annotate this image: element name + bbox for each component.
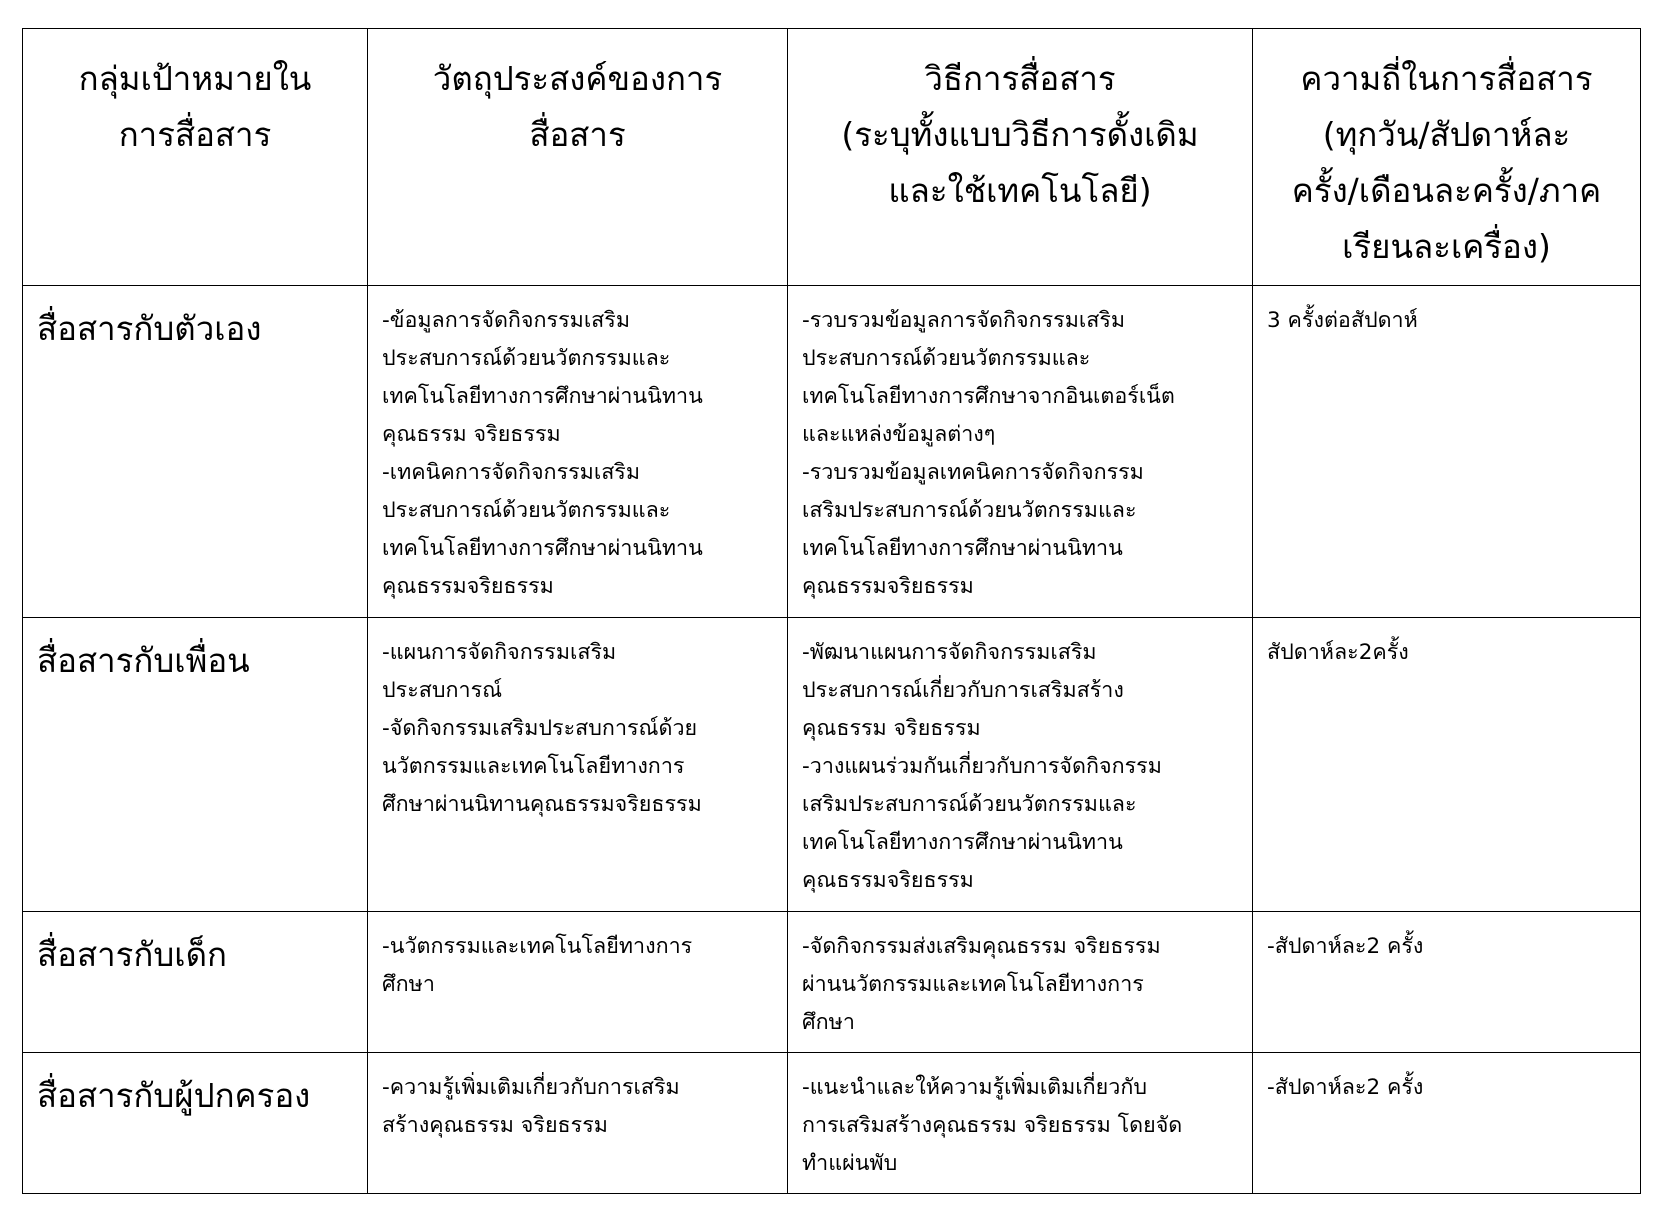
- frequency-cell: [1253, 1053, 1641, 1194]
- header-line: สื่อสาร: [529, 115, 626, 154]
- header-target-group: [23, 29, 368, 286]
- method-line: -รวบรวมข้อมูลการจัดกิจกรรมเสริม: [802, 308, 1126, 333]
- group-cell: สื่อสารกับผู้ปกครอง: [23, 1053, 368, 1194]
- objective-line: สร้างคุณธรรม จริยธรรม: [382, 1113, 608, 1138]
- objective-line: ประสบการณ์: [382, 678, 503, 703]
- objective-line: นวัตกรรมและเทคโนโลยีทางการ: [382, 754, 685, 779]
- method-line: ทำแผ่นพับ: [802, 1151, 898, 1176]
- method-line: ผ่านนวัตกรรมและเทคโนโลยีทางการ: [802, 972, 1144, 997]
- frequency-line: 3 ครั้งต่อสัปดาห์: [1267, 308, 1418, 333]
- frequency-cell: [1253, 912, 1641, 1053]
- method-line: เสริมประสบการณ์ด้วยนวัตกรรมและ: [802, 498, 1137, 523]
- method-line: เทคโนโลยีทางการศึกษาผ่านนิทาน: [802, 830, 1123, 855]
- method-cell: [788, 1053, 1253, 1194]
- objective-line: -นวัตกรรมและเทคโนโลยีทางการ: [382, 934, 693, 959]
- frequency-line: สัปดาห์ละ2ครั้ง: [1267, 640, 1409, 665]
- header-line: ครั้ง/เดือนละครั้ง/ภาค: [1291, 171, 1602, 210]
- frequency-line: -สัปดาห์ละ2 ครั้ง: [1267, 1075, 1424, 1100]
- objective-line: -ความรู้เพิ่มเติมเกี่ยวกับการเสริม: [382, 1075, 680, 1100]
- method-line: ประสบการณ์ด้วยนวัตกรรมและ: [802, 346, 1091, 371]
- objective-line: เทคโนโลยีทางการศึกษาผ่านนิทาน: [382, 384, 703, 409]
- group-cell: สื่อสารกับเพื่อน: [23, 618, 368, 912]
- method-line: คุณธรรมจริยธรรม: [802, 868, 974, 893]
- method-line: -จัดกิจกรรมส่งเสริมคุณธรรม จริยธรรม: [802, 934, 1161, 959]
- method-line: เทคโนโลยีทางการศึกษาจากอินเตอร์เน็ต: [802, 384, 1175, 409]
- communication-plan-table: [22, 28, 1641, 1194]
- header-line: การสื่อสาร: [118, 115, 272, 154]
- objective-line: -แผนการจัดกิจกรรมเสริม: [382, 640, 617, 665]
- method-line: -แนะนำและให้ความรู้เพิ่มเติมเกี่ยวกับ: [802, 1075, 1148, 1100]
- header-line: ความถี่ในการสื่อสาร: [1300, 59, 1593, 98]
- table-row-children: [23, 912, 1641, 1053]
- objective-line: -ข้อมูลการจัดกิจกรรมเสริม: [382, 308, 631, 333]
- header-line: และใช้เทคโนโลยี): [888, 171, 1152, 210]
- objective-line: ประสบการณ์ด้วยนวัตกรรมและ: [382, 498, 671, 523]
- header-line: กลุ่มเป้าหมายใน: [78, 59, 312, 98]
- method-cell: [788, 618, 1253, 912]
- method-line: ศึกษา: [802, 1010, 855, 1035]
- method-line: เทคโนโลยีทางการศึกษาผ่านนิทาน: [802, 536, 1123, 561]
- frequency-cell: [1253, 618, 1641, 912]
- table-header-row: [23, 29, 1641, 286]
- header-objective: [368, 29, 788, 286]
- objective-line: คุณธรรม จริยธรรม: [382, 422, 561, 447]
- header-line: (ระบุทั้งแบบวิธีการดั้งเดิม: [841, 115, 1199, 154]
- objective-cell: [368, 618, 788, 912]
- frequency-line: -สัปดาห์ละ2 ครั้ง: [1267, 934, 1424, 959]
- header-line: เรียนละเครื่อง): [1342, 227, 1551, 266]
- method-line: -พัฒนาแผนการจัดกิจกรรมเสริม: [802, 640, 1097, 665]
- method-line: และแหล่งข้อมูลต่างๆ: [802, 422, 996, 447]
- method-cell: [788, 912, 1253, 1053]
- table-row-friends: [23, 618, 1641, 912]
- frequency-cell: [1253, 286, 1641, 618]
- header-line: วัตถุประสงค์ของการ: [432, 59, 723, 98]
- group-cell: สื่อสารกับเด็ก: [23, 912, 368, 1053]
- method-line: เสริมประสบการณ์ด้วยนวัตกรรมและ: [802, 792, 1137, 817]
- header-frequency: [1253, 29, 1641, 286]
- method-line: -วางแผนร่วมกันเกี่ยวกับการจัดกิจกรรม: [802, 754, 1162, 779]
- table-row-parents: [23, 1053, 1641, 1194]
- objective-cell: [368, 912, 788, 1053]
- method-cell: [788, 286, 1253, 618]
- method-line: -รวบรวมข้อมูลเทคนิคการจัดกิจกรรม: [802, 460, 1144, 485]
- group-cell: สื่อสารกับตัวเอง: [23, 286, 368, 618]
- method-line: คุณธรรม จริยธรรม: [802, 716, 981, 741]
- method-line: การเสริมสร้างคุณธรรม จริยธรรม โดยจัด: [802, 1113, 1183, 1138]
- header-line: (ทุกวัน/สัปดาห์ละ: [1322, 115, 1571, 154]
- objective-cell: [368, 286, 788, 618]
- objective-line: เทคโนโลยีทางการศึกษาผ่านนิทาน: [382, 536, 703, 561]
- method-line: ประสบการณ์เกี่ยวกับการเสริมสร้าง: [802, 678, 1124, 703]
- objective-line: ศึกษาผ่านนิทานคุณธรรมจริยธรรม: [382, 792, 702, 817]
- objective-line: ศึกษา: [382, 972, 435, 997]
- method-line: คุณธรรมจริยธรรม: [802, 574, 974, 599]
- objective-line: ประสบการณ์ด้วยนวัตกรรมและ: [382, 346, 671, 371]
- header-line: วิธีการสื่อสาร: [924, 59, 1116, 98]
- objective-cell: [368, 1053, 788, 1194]
- objective-line: -เทคนิคการจัดกิจกรรมเสริม: [382, 460, 641, 485]
- table-row-self: [23, 286, 1641, 618]
- objective-line: คุณธรรมจริยธรรม: [382, 574, 554, 599]
- objective-line: -จัดกิจกรรมเสริมประสบการณ์ด้วย: [382, 716, 698, 741]
- header-method: [788, 29, 1253, 286]
